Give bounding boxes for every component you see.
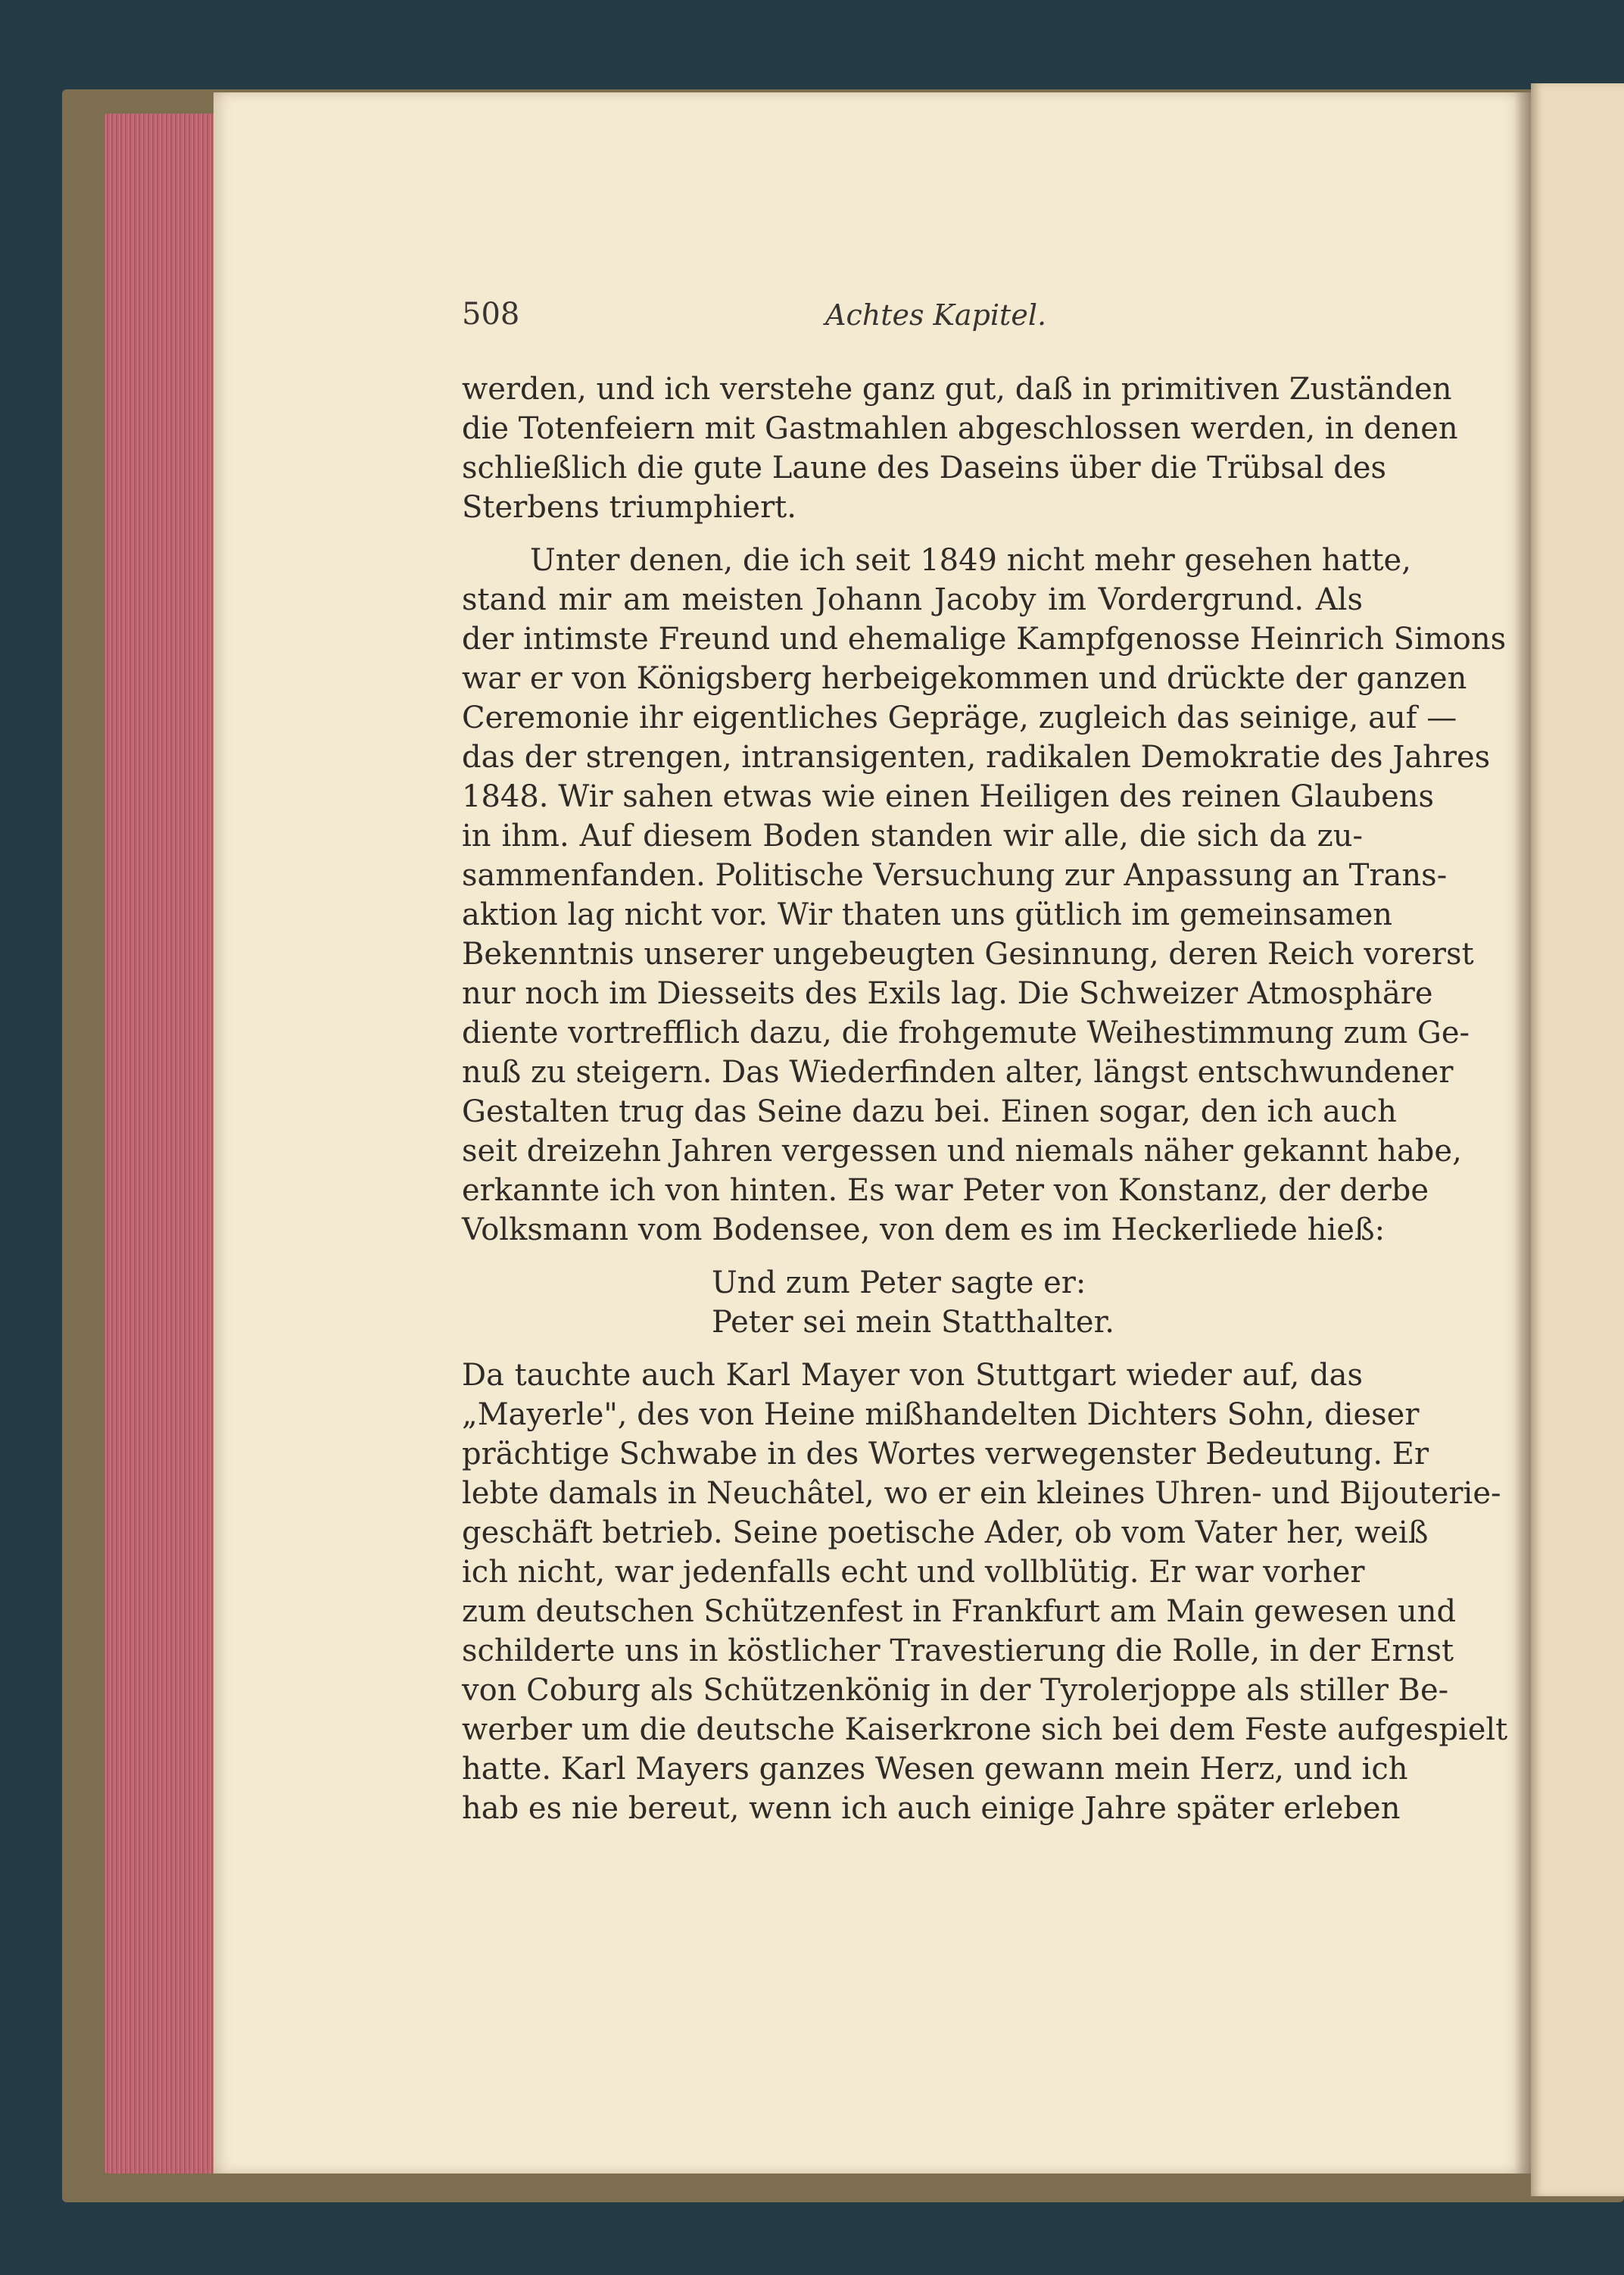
text-line: das der strengen, intransigenten, radikalen Demokratie des Jahres	[462, 740, 1491, 775]
text-line: Ceremonie ihr eigentliches Gepräge, zugleich das seinige, auf —	[462, 701, 1457, 735]
verse-gap	[462, 1342, 1363, 1356]
text-line: war er von Königsberg herbeigekommen und drückte der ganzen	[462, 661, 1467, 696]
text-line: hatte. Karl Mayers ganzes Wesen gewann mein Herz, und ich	[462, 1752, 1408, 1787]
verse-gap	[462, 1250, 1363, 1263]
text-line: erkannte ich von hinten. Es war Peter von Konstanz, der derbe	[462, 1173, 1429, 1208]
text-line: Da tauchte auch Karl Mayer von Stuttgart wieder auf, das	[462, 1358, 1363, 1393]
text-line: sammenfanden. Politische Versuchung zur Anpassung an Trans-	[462, 858, 1448, 893]
text-line: diente vortrefflich dazu, die frohgemute Weihestimmung zum Ge-	[462, 1016, 1470, 1050]
page-header	[462, 297, 1370, 342]
facing-page-edge	[1531, 83, 1624, 2196]
verse-line: Und zum Peter sagte er:	[712, 1265, 1086, 1300]
text-line: zum deutschen Schützenfest in Frankfurt am Main gewesen und	[462, 1594, 1457, 1629]
text-line: werber um die deutsche Kaiserkrone sich bei dem Feste aufgespielt	[462, 1712, 1508, 1747]
text-line: Unter denen, die ich seit 1849 nicht mehr gesehen hatte,	[530, 543, 1411, 578]
text-line: die Totenfeiern mit Gastmahlen abgeschlossen werden, in denen	[462, 411, 1458, 446]
text-line: der intimste Freund und ehemalige Kampfgenosse Heinrich Simons	[462, 622, 1507, 657]
page-number: 508	[462, 297, 520, 332]
text-line: ich nicht, war jedenfalls echt und vollblütig. Er war vorher	[462, 1555, 1365, 1590]
text-line: werden, und ich verstehe ganz gut, daß in primitiven Zuständen	[462, 372, 1452, 407]
text-line: prächtige Schwabe in des Wortes verwegenster Bedeutung. Er	[462, 1437, 1429, 1471]
text-line: schilderte uns in köstlicher Travestierung die Rolle, in der Ernst	[462, 1634, 1454, 1668]
text-line: Volksmann vom Bodensee, von dem es im Heckerliede hieß:	[462, 1212, 1386, 1247]
text-line: Gestalten trug das Seine dazu bei. Einen sogar, den ich auch	[462, 1094, 1397, 1129]
text-line: von Coburg als Schützenkönig in der Tyrolerjoppe als stiller Be-	[462, 1673, 1449, 1708]
running-head: Achtes Kapitel.	[825, 298, 1047, 332]
text-line: nuß zu steigern. Das Wiederfinden alter, längst entschwundener	[462, 1055, 1454, 1090]
text-line: geschäft betrieb. Seine poetische Ader, ob vom Vater her, weiß	[462, 1515, 1429, 1550]
body-text	[462, 370, 1508, 1828]
paragraph-gap	[462, 527, 1363, 541]
text-line: aktion lag nicht vor. Wir thaten uns gütlich im gemeinsamen	[462, 897, 1393, 932]
page-edges	[104, 114, 226, 2174]
text-line: Sterbens triumphiert.	[462, 490, 796, 525]
text-line: lebte damals in Neuchâtel, wo er ein kleines Uhren- und Bijouterie-	[462, 1476, 1501, 1511]
text-line: Bekenntnis unserer ungebeugten Gesinnung, deren Reich vorerst	[462, 937, 1474, 972]
text-line: stand mir am meisten Johann Jacoby im Vordergrund. Als	[462, 582, 1363, 617]
text-line: „Mayerle", des von Heine mißhandelten Dichters Sohn, dieser	[462, 1397, 1420, 1432]
text-line: schließlich die gute Laune des Daseins über die Trübsal des	[462, 451, 1387, 485]
text-line: seit dreizehn Jahren vergessen und niemals näher gekannt habe,	[462, 1134, 1462, 1169]
text-line: hab es nie bereut, wenn ich auch einige Jahre später erleben	[462, 1791, 1401, 1826]
text-line: 1848. Wir sahen etwas wie einen Heiligen des reinen Glaubens	[462, 779, 1435, 814]
text-line: nur noch im Diesseits des Exils lag. Die Schweizer Atmosphäre	[462, 976, 1433, 1011]
verse-line: Peter sei mein Statthalter.	[712, 1305, 1115, 1340]
text-line: in ihm. Auf diesem Boden standen wir alle, die sich da zu-	[462, 819, 1363, 854]
